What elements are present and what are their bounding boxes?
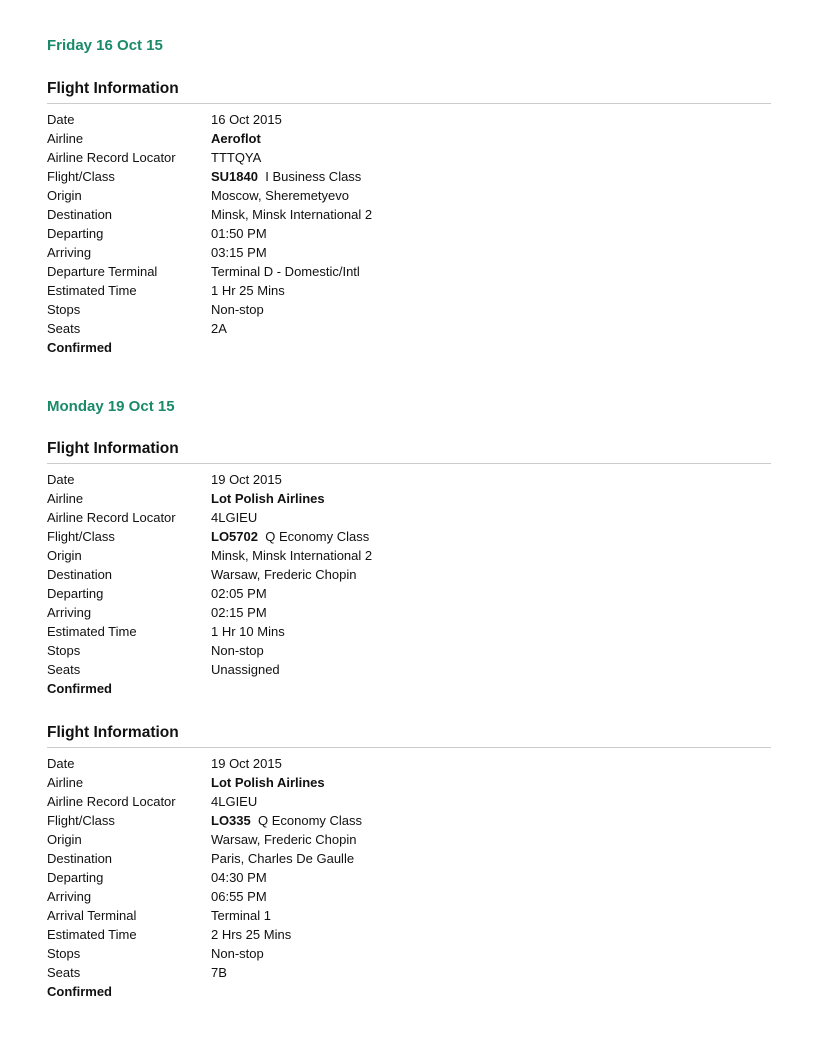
detail-value (211, 773, 325, 792)
detail-row (47, 470, 771, 489)
detail-value: Warsaw, Frederic Chopin (211, 567, 357, 582)
detail-row (47, 224, 771, 243)
day-heading-friday: Friday 16 Oct 15 (47, 37, 163, 54)
detail-row (47, 925, 771, 944)
detail-label: Date (47, 112, 75, 127)
detail-value (211, 811, 362, 830)
detail-value: 19 Oct 2015 (211, 756, 282, 771)
detail-label: Airline Record Locator (47, 794, 176, 809)
flight-number: LO5702 (211, 529, 258, 544)
detail-label: Stops (47, 302, 81, 317)
detail-label: Destination (47, 851, 113, 866)
detail-value: 19 Oct 2015 (211, 472, 282, 487)
detail-label: Arriving (47, 889, 92, 904)
detail-value: Paris, Charles De Gaulle (211, 851, 355, 866)
detail-value: 2 Hrs 25 Mins (211, 927, 292, 942)
detail-row (47, 186, 771, 205)
detail-value (211, 129, 261, 148)
detail-row (47, 205, 771, 224)
detail-value: 02:15 PM (211, 605, 267, 620)
detail-row (47, 887, 771, 906)
detail-value: Minsk, Minsk International 2 (211, 207, 373, 222)
detail-row (47, 944, 771, 963)
day-heading-monday: Monday 19 Oct 15 (47, 398, 175, 415)
flight-class: I Business Class (265, 169, 362, 184)
detail-label: Airline (47, 491, 84, 506)
flight-details-3 (47, 754, 771, 1001)
detail-label: Date (47, 472, 75, 487)
detail-row (47, 300, 771, 319)
detail-value: 16 Oct 2015 (211, 112, 282, 127)
detail-value: 1 Hr 25 Mins (211, 283, 285, 298)
detail-row (47, 849, 771, 868)
detail-value: Terminal 1 (211, 908, 271, 923)
detail-value (211, 167, 361, 186)
detail-value: 4LGIEU (211, 510, 258, 525)
detail-label: Origin (47, 832, 82, 847)
detail-label: Flight/Class (47, 529, 115, 544)
detail-row (47, 641, 771, 660)
detail-row (47, 811, 771, 830)
spacer (251, 813, 258, 828)
booking-status: Confirmed (47, 340, 112, 355)
detail-row (47, 281, 771, 300)
detail-row (47, 792, 771, 811)
detail-row (47, 603, 771, 622)
airline-name: Aeroflot (211, 131, 261, 146)
flight-class: Q Economy Class (257, 813, 363, 828)
detail-value: Non-stop (211, 946, 264, 961)
flight-info-title-2: Flight Information (47, 440, 771, 464)
airline-name: Lot Polish Airlines (211, 491, 325, 506)
detail-row (47, 508, 771, 527)
flight-number: LO335 (211, 813, 251, 828)
detail-label: Flight/Class (47, 813, 115, 828)
detail-label: Estimated Time (47, 283, 137, 298)
detail-label: Arriving (47, 605, 92, 620)
detail-label: Departing (47, 226, 104, 241)
detail-row (47, 546, 771, 565)
airline-name: Lot Polish Airlines (211, 775, 325, 790)
detail-row (47, 584, 771, 603)
detail-label: Date (47, 756, 75, 771)
detail-label: Estimated Time (47, 624, 137, 639)
detail-label: Destination (47, 567, 113, 582)
detail-label: Destination (47, 207, 113, 222)
detail-value: 06:55 PM (211, 889, 267, 904)
flight-number: SU1840 (211, 169, 258, 184)
detail-row (47, 243, 771, 262)
detail-label: Seats (47, 662, 81, 677)
detail-label: Origin (47, 548, 82, 563)
detail-label: Stops (47, 643, 81, 658)
detail-value: TTTQYA (211, 150, 262, 165)
flight-details-1 (47, 110, 771, 357)
detail-row (47, 489, 771, 508)
detail-label: Departing (47, 870, 104, 885)
detail-row (47, 527, 771, 546)
detail-value: 02:05 PM (211, 586, 267, 601)
flight-info-title-3: Flight Information (47, 724, 771, 748)
detail-label: Airline (47, 775, 84, 790)
detail-value: 04:30 PM (211, 870, 267, 885)
detail-value: 03:15 PM (211, 245, 267, 260)
detail-value: 7B (211, 965, 227, 980)
detail-label: Estimated Time (47, 927, 137, 942)
detail-label: Flight/Class (47, 169, 115, 184)
detail-row (47, 110, 771, 129)
detail-row (47, 773, 771, 792)
detail-value: 2A (211, 321, 227, 336)
detail-row (47, 148, 771, 167)
detail-label: Seats (47, 965, 81, 980)
detail-row (47, 129, 771, 148)
detail-value: Terminal D - Domestic/Intl (211, 264, 360, 279)
detail-value: Warsaw, Frederic Chopin (211, 832, 357, 847)
detail-row (47, 167, 771, 186)
detail-value: 01:50 PM (211, 226, 267, 241)
detail-value: 1 Hr 10 Mins (211, 624, 285, 639)
detail-value: Non-stop (211, 302, 264, 317)
detail-row (47, 754, 771, 773)
detail-value (211, 489, 325, 508)
detail-label: Airline (47, 131, 84, 146)
flight-class: Q Economy Class (265, 529, 370, 544)
detail-label: Arriving (47, 245, 92, 260)
detail-label: Seats (47, 321, 81, 336)
detail-value: Non-stop (211, 643, 264, 658)
detail-row (47, 262, 771, 281)
detail-value: Moscow, Sheremetyevo (211, 188, 350, 203)
detail-row (47, 906, 771, 925)
flight-details-2 (47, 470, 771, 698)
detail-row (47, 622, 771, 641)
detail-label: Arrival Terminal (47, 908, 137, 923)
detail-label: Origin (47, 188, 82, 203)
detail-row (47, 660, 771, 679)
detail-value (211, 527, 369, 546)
detail-value: Minsk, Minsk International 2 (211, 548, 373, 563)
detail-row (47, 868, 771, 887)
detail-label: Stops (47, 946, 81, 961)
detail-label: Airline Record Locator (47, 510, 176, 525)
detail-value: 4LGIEU (211, 794, 258, 809)
detail-label: Departure Terminal (47, 264, 158, 279)
booking-status: Confirmed (47, 984, 112, 999)
detail-row (47, 319, 771, 338)
detail-label: Airline Record Locator (47, 150, 176, 165)
detail-row (47, 830, 771, 849)
booking-status: Confirmed (47, 681, 112, 696)
detail-value: Unassigned (211, 662, 280, 677)
detail-row (47, 963, 771, 982)
detail-row (47, 565, 771, 584)
detail-label: Departing (47, 586, 104, 601)
flight-info-title-1: Flight Information (47, 80, 771, 104)
